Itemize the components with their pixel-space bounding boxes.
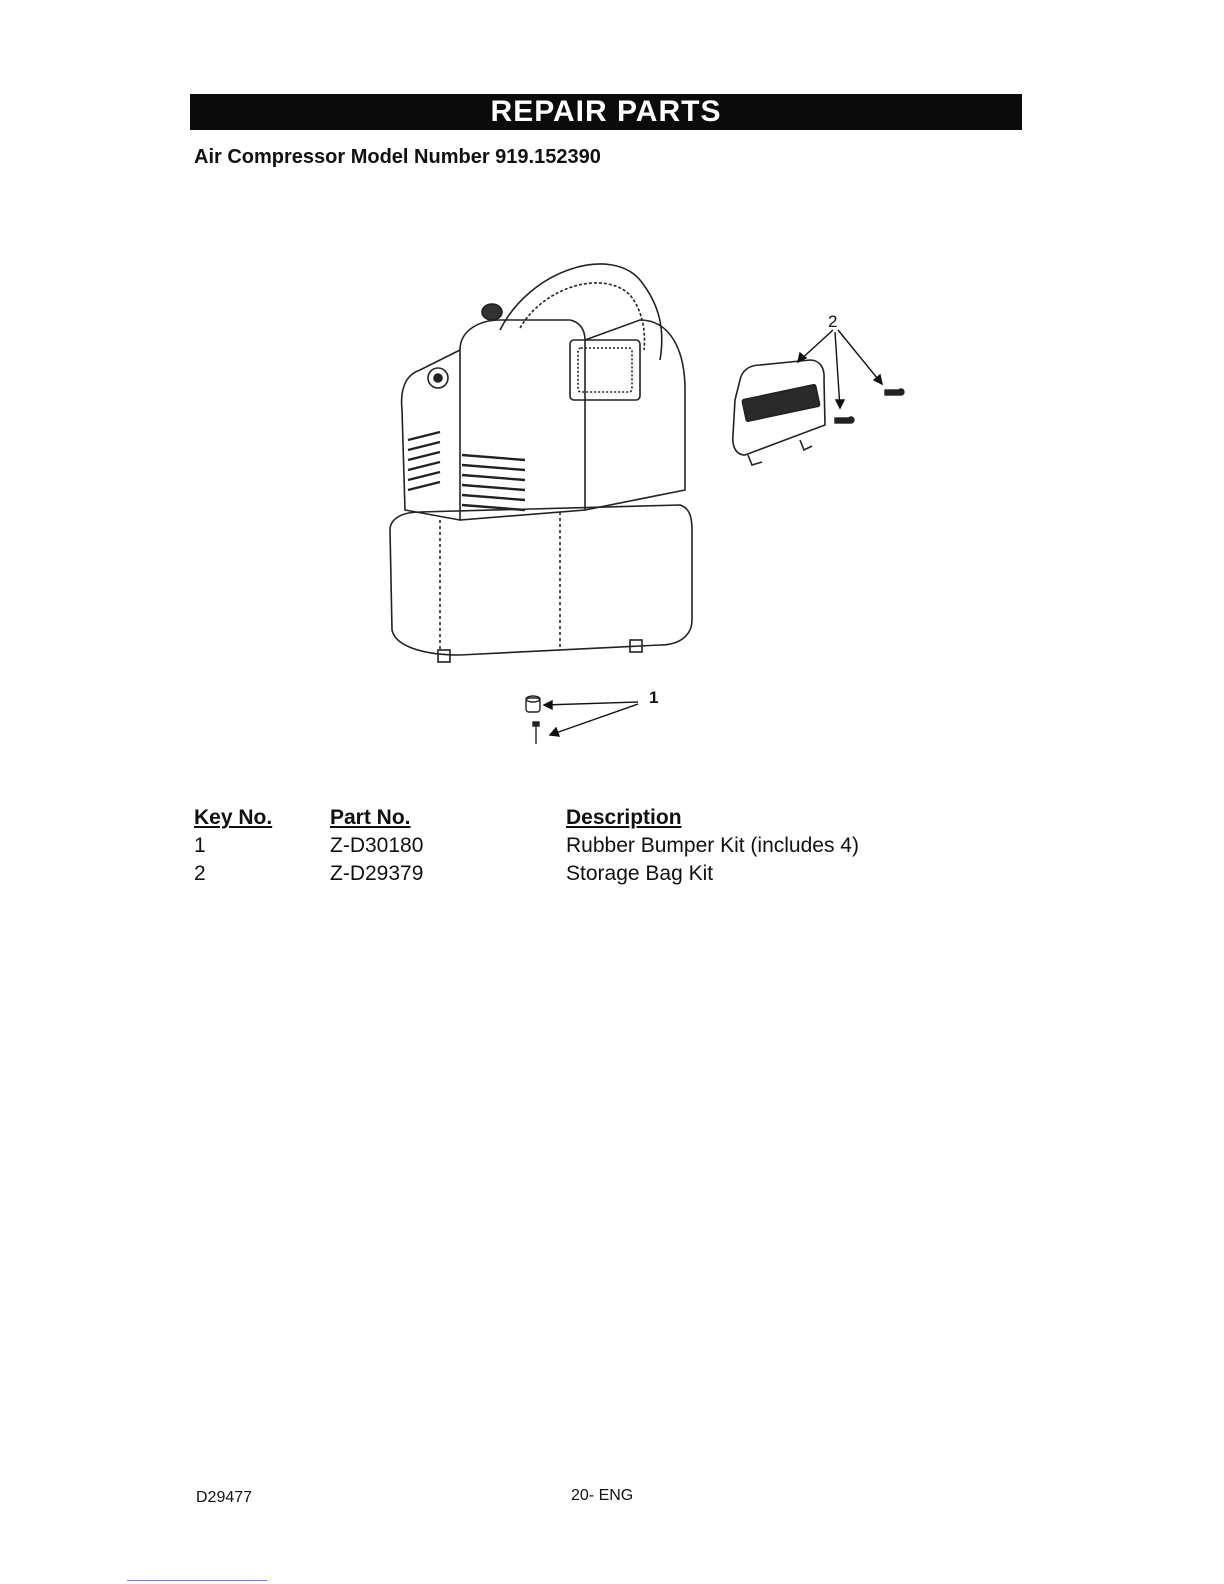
parts-table <box>194 804 926 888</box>
row-description: Rubber Bumper Kit (includes 4) <box>566 834 859 857</box>
row-part-no: Z-D29379 <box>330 862 424 885</box>
storage-bag-illustration <box>733 360 825 465</box>
header-description: Description <box>566 806 682 829</box>
repair-parts-banner <box>190 94 1022 130</box>
header-key-no: Key No. <box>194 806 273 829</box>
row-key: 2 <box>194 862 206 885</box>
compressor-illustration <box>390 264 692 662</box>
row-description: Storage Bag Kit <box>566 862 714 885</box>
callout-label-2: 2 <box>828 312 838 331</box>
page-title: REPAIR PARTS <box>490 95 722 128</box>
document-code: D29477 <box>196 1489 253 1506</box>
row-part-no: Z-D30180 <box>330 834 424 857</box>
model-number-heading: Air Compressor Model Number 919.152390 <box>194 146 601 168</box>
callout-label-1: 1 <box>649 688 659 707</box>
compressor-parts-diagram <box>380 250 920 760</box>
rubber-bumper-icons <box>526 696 540 744</box>
table-row <box>194 860 926 888</box>
bag-screw-icons <box>835 389 904 423</box>
row-key: 1 <box>194 834 206 857</box>
header-part-no: Part No. <box>330 806 411 829</box>
table-row <box>194 832 926 860</box>
callout-1-arrows <box>544 701 638 736</box>
edge-divider <box>127 1580 267 1581</box>
parts-table-header <box>194 804 926 832</box>
page-number: 20- ENG <box>571 1487 634 1504</box>
